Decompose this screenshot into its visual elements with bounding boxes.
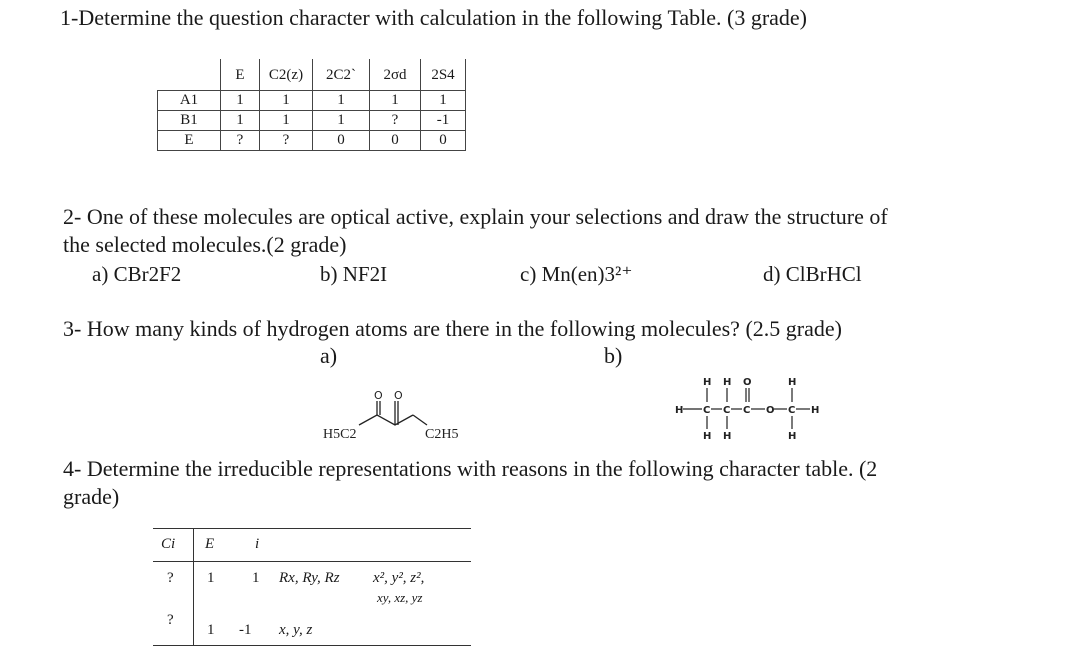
atom-h: H: [703, 431, 712, 442]
atom-h: H: [723, 377, 732, 388]
table-row: [158, 91, 466, 111]
molecule-b-structure: [670, 372, 830, 444]
row1-e: 1: [207, 570, 215, 586]
atom-h: H: [788, 431, 797, 442]
atom-h: H: [723, 431, 732, 442]
question-4-line-1: 4- Determine the irreducible representations with reasons in the following character table. (2: [63, 456, 878, 481]
row2-linear: x, y, z: [279, 622, 313, 638]
table2-header-rule: [153, 561, 471, 562]
point-group-label: Ci: [161, 536, 176, 552]
cell: ?: [260, 131, 313, 151]
cell: 1: [221, 111, 260, 131]
cell: ?: [221, 131, 260, 151]
option-b: b) NF2I: [320, 262, 388, 286]
row-label: E: [158, 131, 221, 151]
molecule-a-bonds: [359, 401, 427, 425]
atom-h: H: [811, 405, 820, 416]
atom-c: C: [743, 405, 751, 416]
option-a: a) CBr2F2: [92, 262, 182, 286]
character-table-1: [157, 59, 466, 151]
option-c: c) Mn(en)3²⁺: [520, 262, 633, 286]
question-2-line-2: the selected molecules.(2 grade): [63, 232, 347, 257]
table1-corner: [158, 60, 221, 91]
ethyl-right-label: C2H5: [425, 427, 459, 442]
atom-h: H: [675, 405, 684, 416]
atom-c: C: [788, 405, 796, 416]
atom-c: C: [723, 405, 731, 416]
cell: 1: [370, 91, 421, 111]
cell: 0: [370, 131, 421, 151]
oxygen-label: O: [394, 389, 403, 402]
row1-quadratic-2: xy, xz, yz: [377, 590, 423, 605]
row1-label: ?: [167, 570, 174, 586]
row1-i: 1: [252, 570, 260, 586]
row1-quadratic-1: x², y², z²,: [373, 570, 425, 586]
table1-header-2c2: 2C2`: [313, 60, 370, 91]
table-row: [158, 111, 466, 131]
cell: 1: [260, 91, 313, 111]
row-label: A1: [158, 91, 221, 111]
label-b: b): [604, 343, 623, 368]
atom-o: O: [766, 405, 775, 416]
cell: 1: [313, 91, 370, 111]
cell: 1: [421, 91, 466, 111]
character-table-ci: [153, 528, 471, 646]
atom-c: C: [703, 405, 711, 416]
question-4-line-2: grade): [63, 484, 120, 509]
label-a: a): [320, 343, 338, 368]
atom-o: O: [743, 377, 752, 388]
cell: 0: [421, 131, 466, 151]
header-e: E: [205, 536, 215, 552]
table1-header-e: E: [221, 60, 260, 91]
row2-label: ?: [167, 612, 174, 628]
table2-vertical-rule: [193, 528, 194, 646]
cell: 0: [313, 131, 370, 151]
table2-top-rule: [153, 528, 471, 529]
question-3-text: 3- How many kinds of hydrogen atoms are there in the following molecules? (2.5 grade): [63, 316, 842, 341]
option-d: d) ClBrHCl: [763, 262, 862, 286]
question-2-line-1: 2- One of these molecules are optical active, explain your selections and draw the structure of: [63, 204, 888, 229]
table1-header-2sigmad: 2σd: [370, 60, 421, 91]
header-i: i: [255, 536, 260, 552]
ethyl-left-label: H5C2: [323, 427, 357, 442]
table1-header-c2z: C2(z): [260, 60, 313, 91]
question-1-text: 1-Determine the question character with calculation in the following Table. (3 grade): [60, 5, 808, 30]
table-row: [158, 131, 466, 151]
row2-e: 1: [207, 622, 215, 638]
molecule-a-structure: [315, 385, 505, 445]
table2-bottom-rule: [153, 645, 471, 646]
row1-linear: Rx, Ry, Rz: [279, 570, 340, 586]
cell: 1: [260, 111, 313, 131]
cell: -1: [421, 111, 466, 131]
row-label: B1: [158, 111, 221, 131]
table1-header-2s4: 2S4: [421, 60, 466, 91]
atom-h: H: [788, 377, 797, 388]
row2-i: -1: [239, 622, 252, 638]
cell: 1: [313, 111, 370, 131]
atom-h: H: [703, 377, 712, 388]
oxygen-label: O: [374, 389, 383, 402]
cell: ?: [370, 111, 421, 131]
cell: 1: [221, 91, 260, 111]
